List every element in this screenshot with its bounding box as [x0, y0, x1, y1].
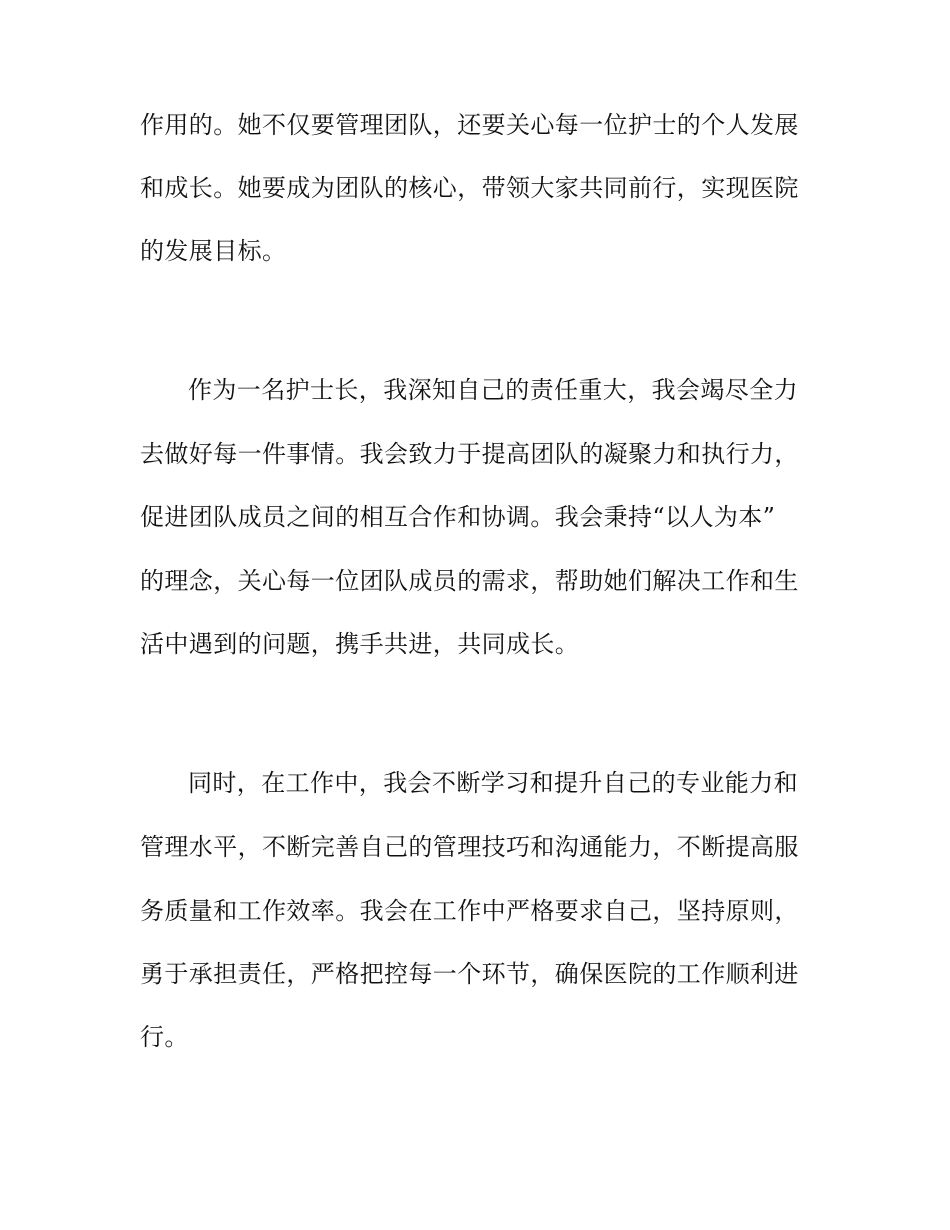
paragraph-line: 去做好每一件事情。我会致力于提高团队的凝聚力和执行力， — [140, 440, 799, 468]
paragraph-line: 活中遇到的问题，携手共进，共同成长。 — [140, 630, 580, 658]
paragraph-line: 促进团队成员之间的相互合作和协调。我会秉持“以人为本” — [140, 503, 776, 531]
paragraph-line: 作为一名护士长，我深知自己的责任重大，我会竭尽全力 — [188, 376, 798, 404]
paragraph-line: 务质量和工作效率。我会在工作中严格要求自己，坚持原则， — [140, 897, 799, 925]
paragraph-line: 作用的。她不仅要管理团队，还要关心每一位护士的个人发展 — [140, 111, 799, 139]
paragraph-line: 同时，在工作中，我会不断学习和提升自己的专业能力和 — [188, 769, 798, 797]
paragraph-line: 和成长。她要成为团队的核心，带领大家共同前行，实现医院 — [140, 174, 799, 202]
paragraph-line: 的理念，关心每一位团队成员的需求，帮助她们解决工作和生 — [140, 567, 799, 595]
paragraph-line: 的发展目标。 — [140, 237, 287, 265]
paragraph-line: 勇于承担责任，严格把控每一个环节，确保医院的工作顺利进 — [140, 960, 799, 988]
paragraph-line: 行。 — [140, 1023, 189, 1051]
paragraph-line: 管理水平，不断完善自己的管理技巧和沟通能力，不断提高服 — [140, 833, 799, 861]
